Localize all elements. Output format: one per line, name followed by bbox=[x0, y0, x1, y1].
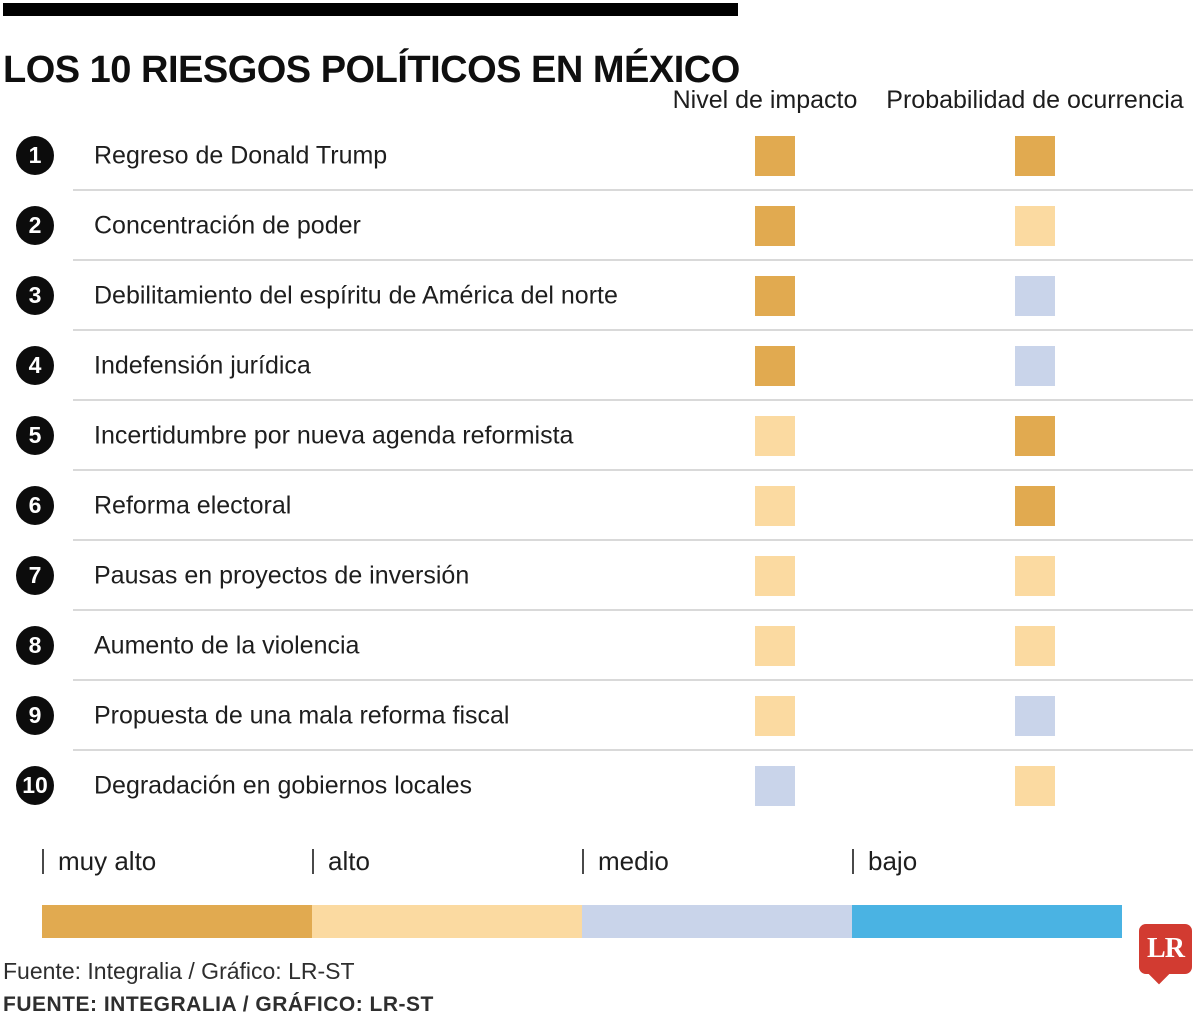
table-row bbox=[0, 401, 1200, 471]
risk-table bbox=[0, 121, 1200, 821]
rank-badge: 10 bbox=[16, 766, 54, 805]
lr-logo-text: LR bbox=[1147, 933, 1184, 964]
legend-bar-segment bbox=[852, 905, 1122, 938]
lr-logo-tail bbox=[1148, 962, 1171, 985]
risk-label: Regreso de Donald Trump bbox=[94, 141, 388, 170]
rank-badge: 4 bbox=[16, 346, 54, 385]
probability-cell bbox=[1015, 556, 1055, 596]
legend-label: bajo bbox=[868, 846, 918, 876]
table-row bbox=[0, 121, 1200, 191]
legend-label: muy alto bbox=[58, 846, 157, 876]
impact-cell bbox=[755, 346, 795, 386]
probability-cell bbox=[1015, 626, 1055, 666]
legend-bar-segment bbox=[42, 905, 312, 938]
legend-tick bbox=[852, 849, 854, 874]
rank-badge: 8 bbox=[16, 626, 54, 665]
lr-logo bbox=[1139, 924, 1192, 974]
legend-label: medio bbox=[598, 846, 669, 876]
legend-item bbox=[42, 846, 156, 877]
legend-label: alto bbox=[328, 846, 370, 876]
impact-cell bbox=[755, 276, 795, 316]
legend-item bbox=[312, 846, 370, 877]
legend-tick bbox=[42, 849, 44, 874]
risk-label: Debilitamiento del espíritu de América del norte bbox=[94, 281, 618, 310]
impact-cell bbox=[755, 696, 795, 736]
legend-bar-segment bbox=[312, 905, 582, 938]
table-row bbox=[0, 331, 1200, 401]
impact-cell bbox=[755, 486, 795, 526]
rank-badge: 2 bbox=[16, 206, 54, 245]
impact-cell bbox=[755, 766, 795, 806]
risk-label: Reforma electoral bbox=[94, 491, 292, 520]
legend-bar-segment bbox=[582, 905, 852, 938]
risk-label: Pausas en proyectos de inversión bbox=[94, 561, 470, 590]
legend-item bbox=[852, 846, 917, 877]
probability-cell bbox=[1015, 206, 1055, 246]
page-title: LOS 10 RIESGOS POLÍTICOS EN MÉXICO bbox=[3, 49, 740, 92]
legend-item bbox=[582, 846, 669, 877]
table-row bbox=[0, 611, 1200, 681]
table-row bbox=[0, 191, 1200, 261]
risk-label: Incertidumbre por nueva agenda reformista bbox=[94, 421, 574, 450]
source-credit-clipped: FUENTE: INTEGRALIA / GRÁFICO: LR-ST bbox=[3, 993, 434, 1016]
impact-cell bbox=[755, 206, 795, 246]
risk-label: Concentración de poder bbox=[94, 211, 361, 240]
table-row bbox=[0, 541, 1200, 611]
risk-label: Indefensión jurídica bbox=[94, 351, 311, 380]
rank-badge: 5 bbox=[16, 416, 54, 455]
rank-badge: 1 bbox=[16, 136, 54, 175]
risk-label: Aumento de la violencia bbox=[94, 631, 360, 660]
table-row bbox=[0, 261, 1200, 331]
probability-cell bbox=[1015, 696, 1055, 736]
probability-cell bbox=[1015, 416, 1055, 456]
probability-cell bbox=[1015, 486, 1055, 526]
rank-badge: 9 bbox=[16, 696, 54, 735]
table-row bbox=[0, 471, 1200, 541]
table-row bbox=[0, 681, 1200, 751]
impact-cell bbox=[755, 416, 795, 456]
column-header-probability: Probabilidad de ocurrencia bbox=[886, 86, 1184, 114]
legend-bar bbox=[42, 905, 1122, 938]
column-header-impact: Nivel de impacto bbox=[672, 86, 858, 114]
source-credit: Fuente: Integralia / Gráfico: LR-ST bbox=[3, 958, 355, 984]
legend-tick bbox=[582, 849, 584, 874]
risk-label: Propuesta de una mala reforma fiscal bbox=[94, 701, 510, 730]
rank-badge: 6 bbox=[16, 486, 54, 525]
legend-labels bbox=[0, 846, 1200, 884]
impact-cell bbox=[755, 626, 795, 666]
rank-badge: 7 bbox=[16, 556, 54, 595]
top-accent-bar bbox=[3, 3, 738, 16]
rank-badge: 3 bbox=[16, 276, 54, 315]
risk-label: Degradación en gobiernos locales bbox=[94, 771, 473, 800]
probability-cell bbox=[1015, 346, 1055, 386]
impact-cell bbox=[755, 556, 795, 596]
probability-cell bbox=[1015, 136, 1055, 176]
probability-cell bbox=[1015, 766, 1055, 806]
probability-cell bbox=[1015, 276, 1055, 316]
impact-cell bbox=[755, 136, 795, 176]
table-row bbox=[0, 751, 1200, 821]
legend-tick bbox=[312, 849, 314, 874]
